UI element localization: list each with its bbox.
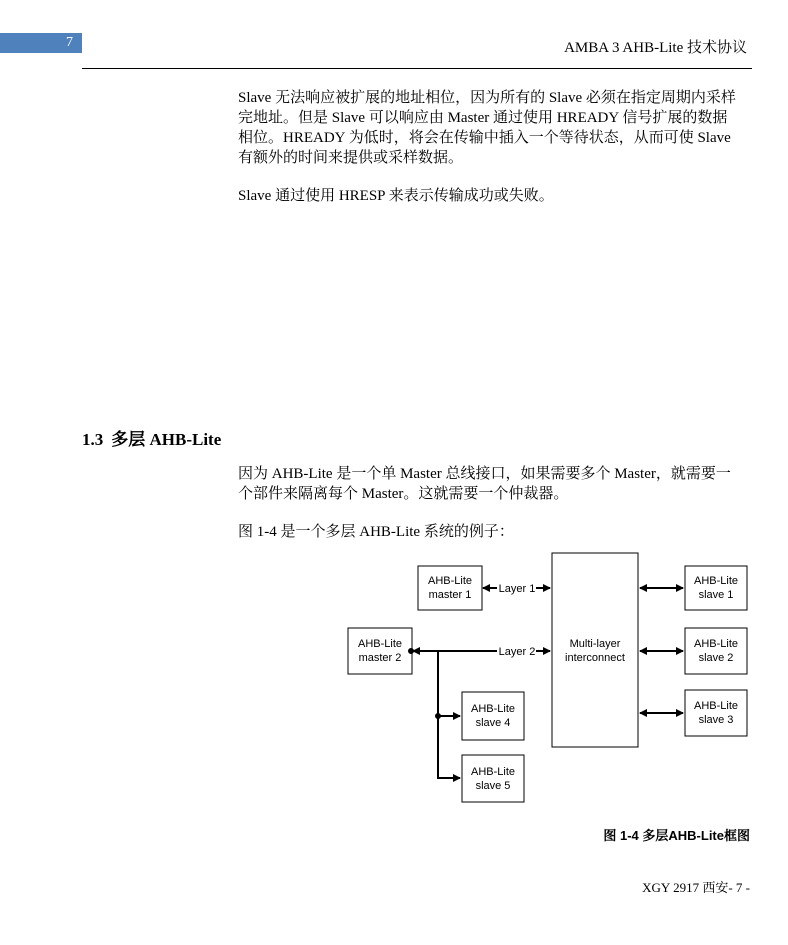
paragraph-line: 个部件来隔离每个 Master。这就需要一个仲裁器。	[238, 486, 569, 502]
slave3-label-line2: slave 3	[698, 714, 734, 726]
slave4-box	[462, 692, 524, 740]
slave4-label-line1: AHB-Lite	[470, 703, 516, 715]
slave5-box	[462, 755, 524, 802]
slave2-box	[685, 628, 747, 674]
master2-label-line2: master 2	[358, 652, 402, 664]
master2-box	[348, 628, 412, 674]
paragraph-line: 有额外的时间来提供或采样数据。	[238, 150, 464, 166]
layer1-label: Layer 1	[498, 583, 536, 595]
slave1-label-line1: AHB-Lite	[693, 575, 739, 587]
paragraph-line: 完地址。但是 Slave 可以响应由 Master 通过使用 HREADY 信号扩展的数据	[238, 110, 728, 126]
slave2-label-line1: AHB-Lite	[693, 638, 739, 650]
layer2-label: Layer 2	[498, 646, 536, 658]
slave1-label-line2: slave 1	[698, 589, 734, 601]
slave4-label-line2: slave 4	[475, 717, 511, 729]
paragraph-line: 因为 AHB-Lite 是一个单 Master 总线接口，如果需要多个 Master，就需要一	[238, 466, 731, 482]
slave1-box	[685, 566, 747, 610]
master1-label-line2: master 1	[428, 589, 472, 601]
slave2-label-line2: slave 2	[698, 652, 734, 664]
master1-box	[418, 566, 482, 610]
page-footer: XGY 2917 西安- 7 -	[642, 880, 750, 895]
paragraph-hresp: Slave 通过使用 HRESP 来表示传输成功或失败。	[238, 188, 554, 204]
slave5-label-line1: AHB-Lite	[470, 766, 516, 778]
header-title: AMBA 3 AHB-Lite 技术协议	[564, 40, 747, 56]
master2-label-line1: AHB-Lite	[357, 638, 403, 650]
interconnect-label-line1: Multi-layer	[569, 638, 621, 650]
layer1-connection	[483, 583, 550, 595]
paragraph-line: 相位。HREADY 为低时，将会在传输中插入一个等待状态，从而可使 Slave	[238, 130, 731, 146]
section-number: 1.3	[82, 430, 104, 449]
interconnect-label-line2: interconnect	[565, 652, 625, 664]
paragraph-line: Slave 无法响应被扩展的地址相位，因为所有的 Slave 必须在指定周期内采样	[238, 90, 736, 106]
page-number: 7	[66, 35, 73, 50]
slave3-box	[685, 690, 747, 736]
section-title: 多层 AHB-Lite	[111, 430, 222, 449]
slave-connections	[640, 588, 683, 713]
interconnect-box	[552, 553, 638, 747]
figure-caption: 图 1-4 多层AHB-Lite框图	[603, 828, 750, 843]
slave5-label-line2: slave 5	[475, 780, 511, 792]
paragraph-figure-ref: 图 1-4 是一个多层 AHB-Lite 系统的例子：	[238, 524, 514, 540]
master1-label-line1: AHB-Lite	[427, 575, 473, 587]
junction-dot	[408, 648, 414, 654]
slave3-label-line1: AHB-Lite	[693, 700, 739, 712]
